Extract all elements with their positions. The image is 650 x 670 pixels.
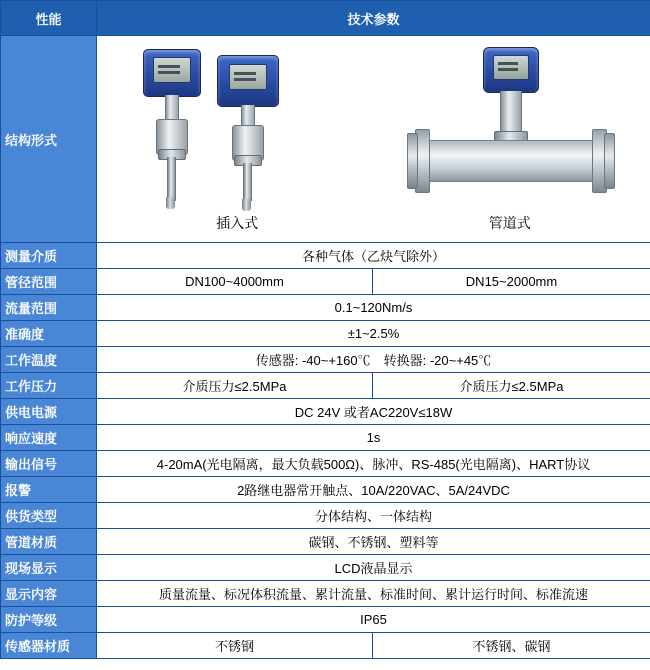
- row-value-output-signal: 4-20mA(光电隔离，最大负载500Ω)、脉冲、RS-485(光电隔离)、HART协议: [97, 451, 650, 477]
- pipeline-type-figure: [374, 39, 647, 239]
- lcd-display-icon: [153, 57, 191, 83]
- insertion-type-figure: [101, 39, 374, 239]
- row-label-structure: 结构形式: [1, 36, 97, 243]
- probe-rod: [243, 163, 252, 201]
- header-technical-parameters: 技术参数: [97, 1, 650, 36]
- table-row: [1, 373, 650, 399]
- structure-row: [1, 36, 650, 243]
- table-row: [1, 347, 650, 373]
- caption-pipeline-type: 管道式: [488, 215, 531, 231]
- table-row: [1, 243, 650, 269]
- row-label-display-content: 显示内容: [1, 581, 97, 607]
- flange-left-outer: [407, 133, 418, 189]
- probe-tip: [242, 199, 251, 211]
- table-row: [1, 555, 650, 581]
- probe-tip: [166, 197, 175, 209]
- probe-meter-right: [211, 49, 287, 209]
- row-label-supply-type: 供货类型: [1, 503, 97, 529]
- row-value-working-pressure-left: 介质压力≤2.5MPa: [97, 373, 373, 399]
- table-row: [1, 399, 650, 425]
- table-row: [1, 581, 650, 607]
- row-label-power-supply: 供电电源: [1, 399, 97, 425]
- probe-meter-left: [139, 49, 209, 209]
- table-row: [1, 425, 650, 451]
- table-row: [1, 321, 650, 347]
- row-label-flow-range: 流量范围: [1, 295, 97, 321]
- row-value-diameter-range-left: DN100~4000mm: [97, 269, 373, 295]
- row-value-supply-type: 分体结构、一体结构: [97, 503, 650, 529]
- table-row: [1, 477, 650, 503]
- header-performance: 性能: [1, 1, 97, 36]
- row-value-medium: 各种气体（乙炔气除外）: [97, 243, 650, 269]
- row-value-response-speed: 1s: [97, 425, 650, 451]
- table-row: [1, 295, 650, 321]
- row-label-accuracy: 准确度: [1, 321, 97, 347]
- row-value-sensor-material-left: 不锈钢: [97, 633, 373, 659]
- row-label-working-temperature: 工作温度: [1, 347, 97, 373]
- table-row: [1, 451, 650, 477]
- row-label-output-signal: 输出信号: [1, 451, 97, 477]
- row-value-alarm: 2路继电器常开触点、10A/220VAC、5A/24VDC: [97, 477, 650, 503]
- row-value-working-temperature: 传感器: -40~+160℃ 转换器: -20~+45℃: [97, 347, 650, 373]
- caption-insertion-type: 插入式: [216, 215, 259, 231]
- probe-rod: [167, 157, 176, 201]
- row-label-protection-class: 防护等级: [1, 607, 97, 633]
- table-row: [1, 503, 650, 529]
- lcd-display-icon: [229, 64, 267, 90]
- table-row: [1, 269, 650, 295]
- row-value-pipe-material: 碳钢、不锈钢、塑料等: [97, 529, 650, 555]
- row-label-response-speed: 响应速度: [1, 425, 97, 451]
- pipe-body: [427, 140, 593, 182]
- insertion-drawing: [101, 45, 374, 213]
- row-label-medium: 测量介质: [1, 243, 97, 269]
- row-value-protection-class: IP65: [97, 607, 650, 633]
- pipeline-drawing: [374, 45, 647, 213]
- row-value-flow-range: 0.1~120Nm/s: [97, 295, 650, 321]
- row-value-working-pressure-right: 介质压力≤2.5MPa: [373, 373, 650, 399]
- row-label-diameter-range: 管径范围: [1, 269, 97, 295]
- structure-images-cell: [97, 36, 650, 243]
- lcd-display-icon: [493, 55, 529, 80]
- table-header-row: [1, 1, 650, 36]
- row-value-display-content: 质量流量、标况体积流量、累计流量、标准时间、累计运行时间、标准流速: [97, 581, 650, 607]
- row-label-working-pressure: 工作压力: [1, 373, 97, 399]
- table-row: [1, 633, 650, 659]
- table-row: [1, 529, 650, 555]
- row-value-accuracy: ±1~2.5%: [97, 321, 650, 347]
- row-value-diameter-range-right: DN15~2000mm: [373, 269, 650, 295]
- row-label-local-display: 现场显示: [1, 555, 97, 581]
- row-value-local-display: LCD液晶显示: [97, 555, 650, 581]
- row-value-sensor-material-right: 不锈钢、碳钢: [373, 633, 650, 659]
- row-value-power-supply: DC 24V 或者AC220V≤18W: [97, 399, 650, 425]
- row-label-alarm: 报警: [1, 477, 97, 503]
- row-label-sensor-material: 传感器材质: [1, 633, 97, 659]
- flange-right-outer: [604, 133, 615, 189]
- row-label-pipe-material: 管道材质: [1, 529, 97, 555]
- table-row: [1, 607, 650, 633]
